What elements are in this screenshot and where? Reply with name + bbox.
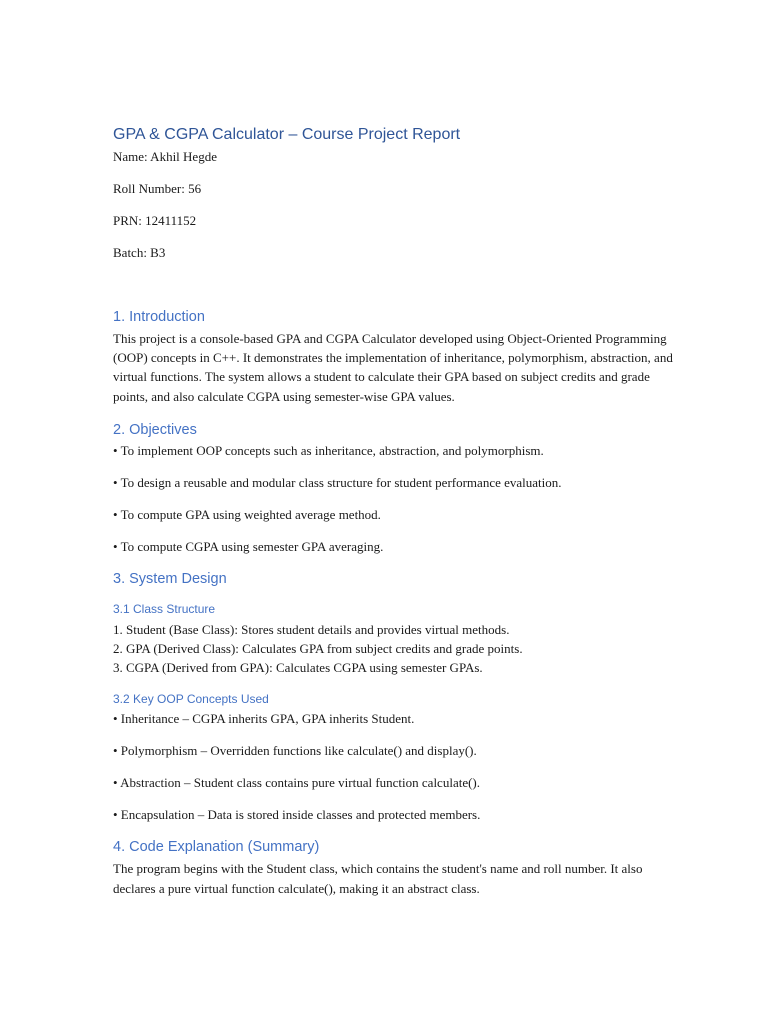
report-page [113,124,673,912]
oop-concept-item: • Encapsulation – Data is stored inside classes and protected members. [113,807,481,823]
oop-concept-item: • Inheritance – CGPA inherits GPA, GPA inherits Student. [113,711,415,727]
class-structure-item: 1. Student (Base Class): Stores student details and provides virtual methods. [113,621,510,637]
objective-item: • To implement OOP concepts such as inheritance, abstraction, and polymorphism. [113,442,544,458]
objective-item: • To design a reusable and modular class structure for student performance evaluation. [113,474,562,490]
system-design-heading: 3. System Design [113,570,227,587]
oop-concepts-heading: 3.2 Key OOP Concepts Used [113,692,269,707]
objectives-heading: 2. Objectives [113,421,197,438]
class-structure-item: 2. GPA (Derived Class): Calculates GPA from subject credits and grade points. [113,641,523,657]
code-explanation-text: The program begins with the Student class, which contains the student's name and roll number. It also declares a pure virtual function calculate(), making it an abstract class. [113,861,643,896]
batch: Batch: B3 [113,245,166,260]
roll-number: Roll Number: 56 [113,181,202,196]
oop-concept-item: • Polymorphism – Overridden functions like calculate() and display(). [113,743,477,759]
introduction-heading: 1. Introduction [113,309,205,325]
code-explanation-heading: 4. Code Explanation (Summary) [113,839,320,856]
oop-concept-item: • Abstraction – Student class contains pure virtual function calculate(). [113,775,481,791]
student-name: Name: Akhil Hegde [113,149,217,164]
objective-item: • To compute CGPA using semester GPA averaging. [113,538,384,554]
prn-number: PRN: 12411152 [113,213,197,228]
objective-item: • To compute GPA using weighted average method. [113,506,381,522]
introduction-text: This project is a console-based GPA and CGPA Calculator developed using Object-Oriented Programming (OOP) concepts in C++. It demonstrates the implementation of inheritance, polymorphism, abstraction, and virtual functions. The system allows a student to calculate their GPA based on subject credits and grade points, and also calculate CGPA using semester-wise GPA values. [113,331,673,404]
class-structure-item: 3. CGPA (Derived from GPA): Calculates CGPA using semester GPAs. [113,660,483,676]
class-structure-heading: 3.1 Class Structure [113,601,216,616]
class-structure-list [113,620,673,678]
report-title: GPA & CGPA Calculator – Course Project Report [113,126,461,143]
